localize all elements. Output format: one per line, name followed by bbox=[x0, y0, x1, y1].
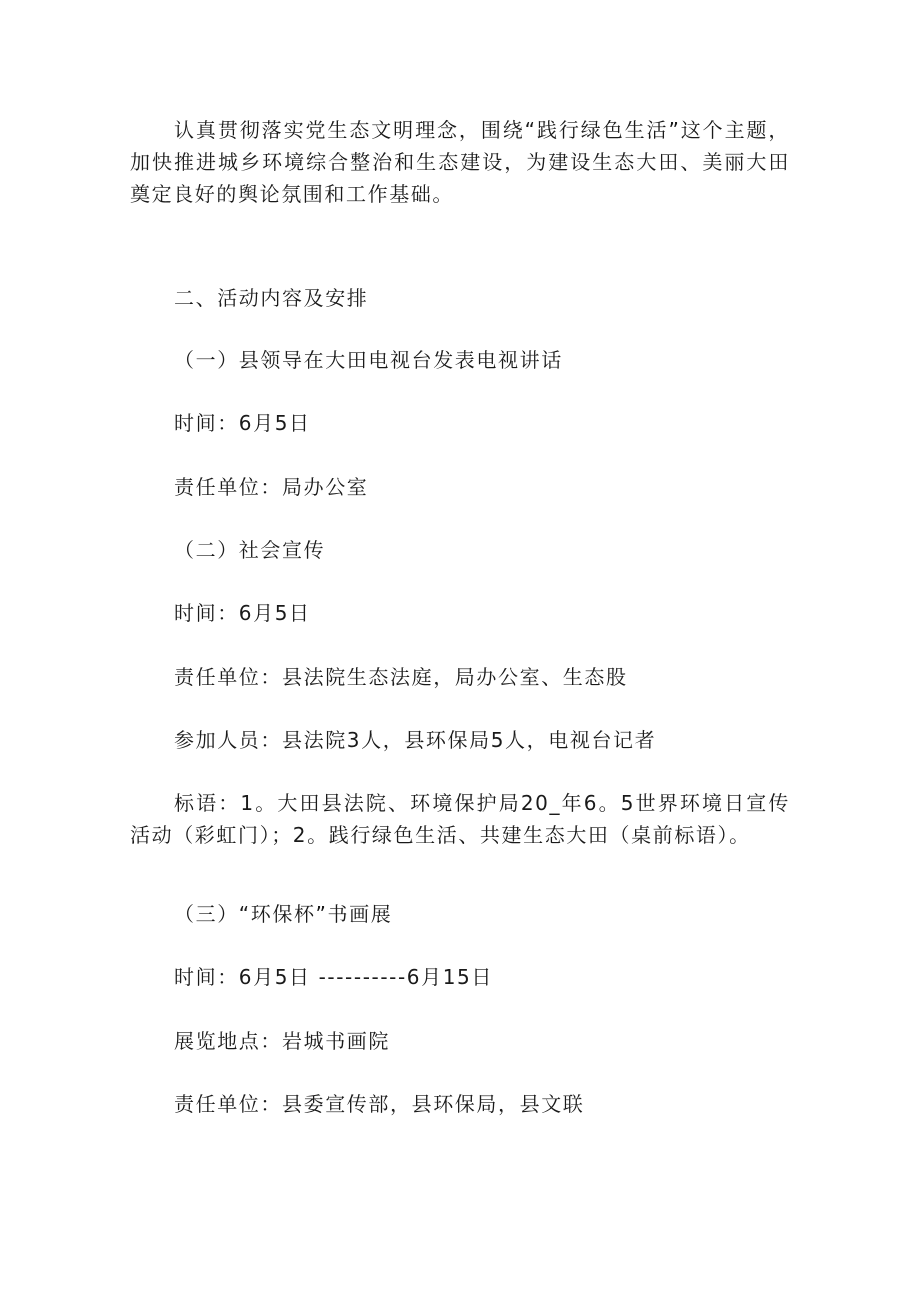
subsection-heading-social-publicity: （二）社会宣传 bbox=[174, 538, 326, 562]
subsection-heading-tv-speech: （一）县领导在大田电视台发表电视讲话 bbox=[174, 348, 563, 372]
intro-paragraph: 认真贯彻落实党生态文明理念，围绕“践行绿色生活”这个主题，加快推进城乡环境综合整治和生态建设，为建设生态大田、美丽大田奠定良好的舆论氛围和工作基础。 bbox=[130, 118, 790, 206]
exhibition-location: 展览地点：岩城书画院 bbox=[174, 1029, 390, 1053]
section-heading-activities: 二、活动内容及安排 bbox=[174, 286, 369, 310]
tv-speech-responsible-unit: 责任单位：局办公室 bbox=[174, 475, 369, 499]
social-publicity-participants: 参加人员：县法院3人，县环保局5人，电视台记者 bbox=[174, 728, 657, 752]
subsection-heading-calligraphy-exhibition: （三）“环保杯”书画展 bbox=[174, 902, 393, 926]
social-publicity-time: 时间：6月5日 bbox=[174, 601, 311, 625]
tv-speech-time: 时间：6月5日 bbox=[174, 411, 311, 435]
social-publicity-responsible-unit: 责任单位：县法院生态法庭，局办公室、生态股 bbox=[174, 665, 628, 689]
exhibition-time: 时间：6月5日 ----------6月15日 bbox=[174, 965, 493, 989]
social-publicity-slogans: 标语：1。大田县法院、环境保护局20_年6。5世界环境日宣传活动（彩虹门）；2。践行绿色生活、共建生态大田（桌前标语）。 bbox=[130, 791, 790, 847]
exhibition-responsible-unit: 责任单位：县委宣传部，县环保局，县文联 bbox=[174, 1092, 585, 1116]
